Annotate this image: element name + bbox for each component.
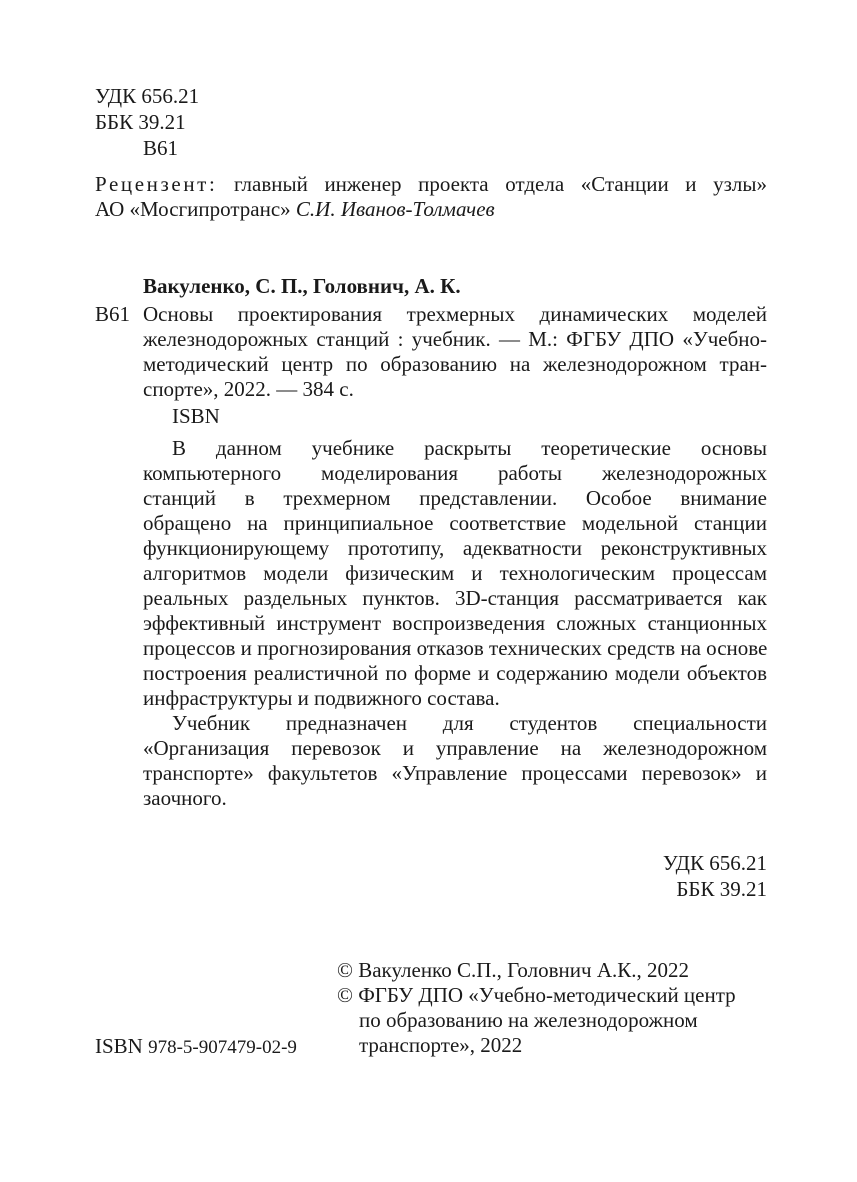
- reviewer-block: [95, 172, 767, 222]
- abstract-line: алгоритмов модели физическим и технологическим процессам: [143, 561, 767, 585]
- abstract-line: функционирующему прототипу, адекватности реконструктивных: [143, 536, 767, 560]
- isbn-full: [95, 1034, 297, 1060]
- abstract-line: обращено на принципиальное соответствие модельной станции: [143, 511, 767, 535]
- udk-code-bottom: УДК 656.21: [662, 851, 767, 875]
- abstract-line: Учебник предназначен для студентов специальности: [172, 711, 767, 735]
- abstract-line: инфраструктуры и подвижного состава.: [143, 686, 500, 710]
- isbn-label: ISBN: [95, 1034, 143, 1058]
- reviewer-position: главный инженер проекта отдела «Станции и узлы»: [234, 172, 767, 196]
- abstract-line: построения реалистичной по форме и содержанию модели объектов: [143, 661, 767, 685]
- isbn-number: 978-5-907479-02-9: [148, 1037, 297, 1058]
- bib-line: Основы проектирования трехмерных динамических моделей: [143, 302, 767, 326]
- abstract-line: В данном учебнике раскрыты теоретические основы: [172, 436, 767, 460]
- reviewer-name: С.И. Иванов-Толмачев: [295, 197, 495, 221]
- reviewer-label: Рецензент:: [95, 172, 218, 196]
- copyright-publisher-end: транспорте», 2022: [359, 1033, 523, 1057]
- abstract-line: компьютерного моделирования работы железнодорожных: [143, 461, 767, 485]
- author-mark-top: В61: [143, 136, 179, 160]
- abstract-line: «Организация перевозок и управление на железнодорожном: [143, 736, 767, 760]
- copyright-authors: © Вакуленко С.П., Головнич А.К., 2022: [337, 958, 689, 982]
- bib-line: железнодорожных станций : учебник. — М.: ФГБУ ДПО «Учебно-: [143, 327, 767, 351]
- udk-code-top: УДК 656.21: [95, 84, 200, 108]
- abstract-line: заочного.: [143, 786, 227, 810]
- bibliographic-description: [143, 302, 767, 402]
- abstract-line: станций в трехмерном представлении. Особое внимание: [143, 486, 767, 510]
- authors-heading: Вакуленко, С. П., Головнич, А. К.: [143, 274, 461, 298]
- bbk-code-top: ББК 39.21: [95, 110, 186, 134]
- reviewer-line-2: [95, 197, 767, 222]
- bib-line: спорте», 2022. — 384 с.: [143, 377, 354, 401]
- abstract-line: эффективный инструмент воспроизведения сложных станционных: [143, 611, 767, 635]
- isbn-label-bib: ISBN: [172, 404, 220, 428]
- copyright-publisher-cont: по образованию на железнодорожном: [359, 1008, 698, 1032]
- copyright-block: [337, 958, 777, 1058]
- abstract-line: реальных раздельных пунктов. 3D-станция рассматривается как: [143, 586, 767, 610]
- bib-line: методический центр по образованию на железнодорожном тран-: [143, 352, 767, 376]
- reviewer-organization: АО «Мосгипротранс»: [95, 197, 291, 221]
- reviewer-line-1: [95, 172, 767, 197]
- abstract-line: процессов и прогнозирования отказов технических средств на основе: [143, 636, 768, 660]
- author-mark-bib: В61: [95, 302, 131, 326]
- copyright-publisher: © ФГБУ ДПО «Учебно-методический центр: [337, 983, 736, 1007]
- bbk-code-bottom: ББК 39.21: [676, 877, 767, 901]
- abstract-line: транспорте» факультетов «Управление процессами перевозок» и: [143, 761, 767, 785]
- abstract-text: [143, 436, 767, 811]
